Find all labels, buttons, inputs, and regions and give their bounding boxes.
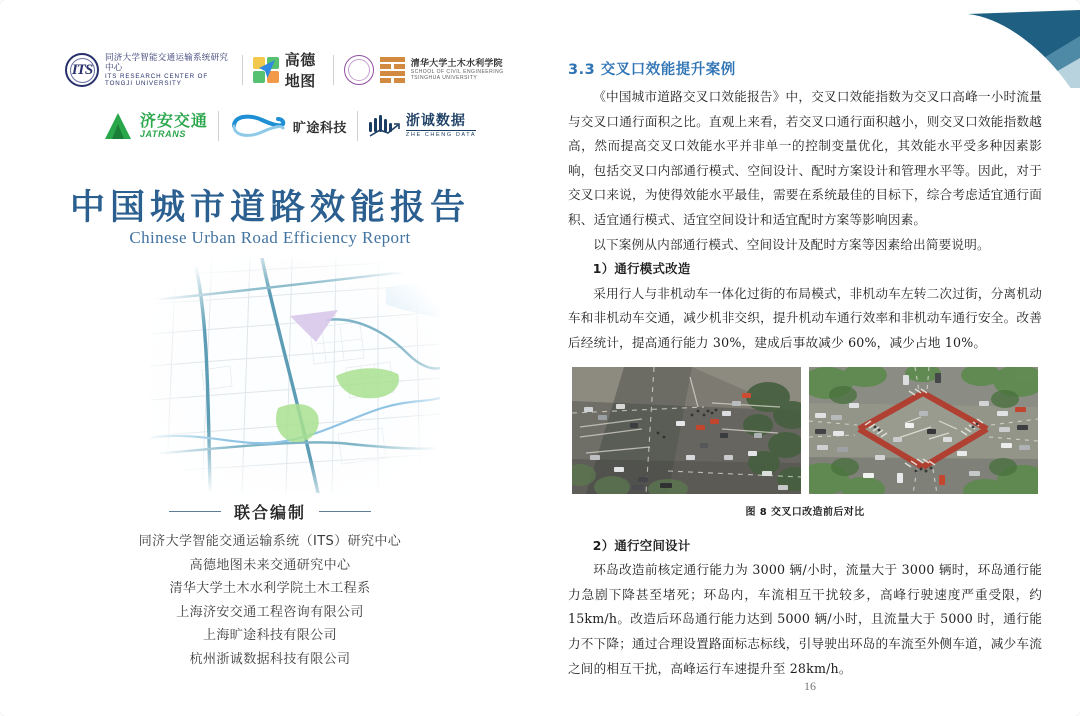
logo-zhecheng-data <box>358 103 486 149</box>
credits-list <box>0 530 540 671</box>
figure-caption: 图 8 交叉口改造前后对比 <box>745 506 865 518</box>
cover-subtitle: Chinese Urban Road Efficiency Report <box>129 228 411 247</box>
section-title: 3.3 交叉口效能提升案例 <box>568 62 736 78</box>
intersection-before-photo <box>572 367 801 494</box>
content-page <box>540 0 1080 716</box>
list-item: 同济大学智能交通运输系统（ITS）研究中心 <box>138 534 402 549</box>
list-item-space-design: 2）通行空间设计 <box>592 537 691 553</box>
jatrans-triangle-icon <box>104 112 134 140</box>
amap-label-cn: 高德地图 <box>284 51 316 90</box>
list-item: 清华大学土木水利学院土木工程系 <box>169 581 371 596</box>
cando-label-cn: 旷途科技 <box>292 120 347 136</box>
credits-rule-left <box>169 511 221 512</box>
logo-cando-tech <box>219 103 357 149</box>
list-item: 上海济安交通工程咨询有限公司 <box>176 604 364 620</box>
page-number: 16 <box>804 679 816 693</box>
zhecheng-bars-icon <box>368 114 400 138</box>
paragraph-intro: 《中国城市道路交叉口效能报告》中，交叉口效能指数为交叉口高峰一小时流量与交叉口通行面积之比。直观上来看，若交叉口通行面积越小，则交叉口效能指数越高，然而提高交叉口效能水平并非单一的控制变量优化，其效能水平受多种因素影响，包括交叉口内部通行模式、空间设计、配时方案设计和管理水平等。因此，对于交叉口来说，为使得效能水平最佳，需要在系统最佳的目标下，综合考虑适宜通行面积、适宜通行模式、适宜空间设计和适宜配时方案等影响因素。 <box>568 89 1042 227</box>
zhecheng-label-en: ZHE CHENG DATA <box>405 132 477 139</box>
zhecheng-label-cn: 浙诚数据 <box>406 114 476 131</box>
tsinghua-bars-icon <box>380 57 405 83</box>
jatrans-label-en: JATRANS <box>139 128 186 139</box>
content-body <box>568 58 1042 681</box>
logo-tsinghua-civil <box>334 48 525 92</box>
paragraph-traffic-mode: 采用行人与非机动车一体化过街的布局模式，非机动车左转二次过街，分离机动车和非机动车交通，减少机非交织，提升机动车通行效率和非机动车通行安全。改善后经统计，提高通行能力 30%，建成后事故减少 60%，减少占地 10%。 <box>568 285 1042 350</box>
list-item: 上海旷途科技有限公司 <box>202 628 337 643</box>
logo-row-top <box>55 48 525 92</box>
figure-intersection-comparison <box>568 367 1042 494</box>
list-item-traffic-mode: 1）通行模式改造 <box>592 261 691 277</box>
tongji-its-label-cn: 同济大学智能交通运输系统研究中心 <box>105 52 229 73</box>
credits-rule-right <box>319 511 371 512</box>
cover-map-illustration <box>150 258 440 493</box>
paragraph-space-design: 环岛改造前核定通行能力为 3000 辆/小时，流量大于 3000 辆时，环岛通行能力急剧下降甚至堵死；环岛内，车流相互干扰较多，高峰行驶速度严重受限，约 15km/h。改造后环岛通行能力达到 5000 辆/小时，且流量大于 5000 时，通行能力不下降；通过合理设置路面标志标线，引导驶出环岛的车流至外侧车道，减少车流之间的相互干扰，高峰运行车速提升至 28km/h。 <box>568 562 1042 676</box>
logo-amap <box>243 48 334 92</box>
amap-compass-icon <box>253 57 279 83</box>
paragraph-cases-intro: 以下案例从内部通行模式、空间设计及配时方案等因素给出简要说明。 <box>593 236 990 252</box>
logo-tongji-its <box>55 48 242 92</box>
tongji-its-seal-icon: ITS <box>65 53 99 87</box>
list-item: 杭州浙诚数据科技有限公司 <box>189 651 351 667</box>
cover-title: 中国城市道路效能报告 <box>69 187 470 228</box>
tsinghua-label-cn: 清华大学土木水利学院 <box>410 58 503 69</box>
logo-row-bottom <box>65 103 515 149</box>
intersection-after-photo <box>809 367 1038 494</box>
tsinghua-label-en: SCHOOL OF CIVIL ENGINEERING TSINGHUA UNIVERSITY <box>410 69 504 82</box>
credits-heading <box>0 500 540 523</box>
credits-heading-label: 联合编制 <box>233 503 306 522</box>
jatrans-label-cn: 济安交通 <box>139 110 208 130</box>
logo-jatrans <box>94 103 218 149</box>
list-item: 高德地图未来交通研究中心 <box>189 557 351 573</box>
cando-infinity-icon <box>229 111 287 141</box>
tongji-its-label-en: ITS RESEARCH CENTER OF TONGJI UNIVERSITY <box>105 72 208 88</box>
tsinghua-seal-icon <box>344 55 374 85</box>
